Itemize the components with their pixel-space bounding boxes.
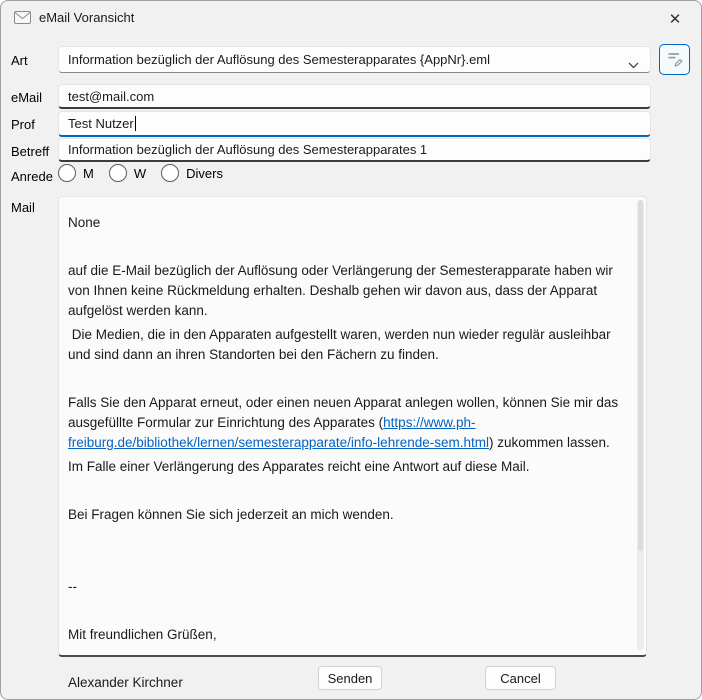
- art-dropdown[interactable]: [58, 46, 651, 73]
- mail-scrollbar[interactable]: [637, 200, 644, 650]
- window-title: eMail Voransicht: [39, 10, 135, 25]
- mail-scrollbar-thumb[interactable]: [638, 200, 643, 551]
- art-dropdown-value: Information bezüglich der Auflösung des Semesterapparates {AppNr}.eml: [68, 52, 491, 67]
- edit-note-icon: [665, 49, 684, 71]
- mail-line: Bei Fragen können Sie sich jederzeit an mich wenden.: [68, 507, 394, 522]
- radio-icon[interactable]: [58, 164, 76, 182]
- mail-line: --: [68, 579, 77, 594]
- mail-line: [68, 553, 626, 573]
- mail-label: Mail: [11, 200, 35, 215]
- betreff-field-value: Information bezüglich der Auflösung des Semesterapparates 1: [68, 142, 428, 157]
- mail-line: Alexander Kirchner: [68, 675, 183, 690]
- senden-button[interactable]: Senden: [318, 666, 382, 690]
- mail-line: Im Falle einer Verlängerung des Apparates reicht eine Antwort auf diese Mail.: [68, 459, 530, 474]
- titlebar: [1, 1, 701, 35]
- mail-line: Mit freundlichen Grüßen,: [68, 627, 217, 642]
- mail-icon: [14, 11, 31, 29]
- anrede-option-w[interactable]: [109, 164, 146, 182]
- email-label: eMail: [11, 90, 43, 105]
- radio-icon[interactable]: [109, 164, 127, 182]
- radio-icon[interactable]: [161, 164, 179, 182]
- mail-line: [68, 237, 626, 257]
- radio-label: W: [133, 165, 147, 181]
- art-label: Art: [11, 53, 28, 68]
- prof-field-value: Test Nutzer: [68, 116, 134, 131]
- anrede-option-m[interactable]: [58, 164, 94, 182]
- close-icon[interactable]: ✕: [659, 6, 691, 32]
- mail-line: None: [68, 215, 101, 230]
- text-caret: [135, 116, 136, 131]
- mail-line: [68, 529, 626, 549]
- betreff-label: Betreff: [11, 144, 50, 159]
- chevron-down-icon: [628, 57, 639, 72]
- anrede-label: Anrede: [11, 169, 53, 184]
- email-field[interactable]: [58, 84, 651, 109]
- email-field-value: test@mail.com: [68, 88, 155, 104]
- mail-line: Falls Sie den Apparat erneut, oder einen neuen Apparat anlegen wollen, können Sie mir das ausgefüllte Formular zur Einrichtung des Apparates (https://www.ph-freiburg.de/bibliothek/lernen/semesterapparate/info-lehrende-sem.html) zukommen lassen.: [68, 395, 622, 450]
- radio-label: Divers: [186, 165, 223, 181]
- betreff-field[interactable]: [58, 138, 651, 162]
- anrede-option-divers[interactable]: [161, 164, 223, 182]
- mail-link[interactable]: https://www.ph-freiburg.de/bibliothek/lernen/semesterapparate/info-lehrende-sem.html: [68, 415, 489, 450]
- edit-template-button[interactable]: [659, 44, 690, 75]
- prof-field[interactable]: [58, 111, 651, 137]
- mail-line: [68, 601, 626, 621]
- mail-line: [68, 481, 626, 501]
- mail-line: [68, 369, 626, 389]
- anrede-options: [58, 164, 238, 182]
- cancel-button[interactable]: Cancel: [485, 666, 556, 690]
- mail-line: auf die E-Mail bezüglich der Auflösung oder Verlängerung der Semesterapparate haben wir von Ihnen keine Rückmeldung erhalten. Deshalb gehen wir davon aus, dass der Apparat aufgelöst werden kann.: [68, 263, 617, 318]
- prof-label: Prof: [11, 117, 35, 132]
- mail-line: Die Medien, die in den Apparaten aufgestellt waren, werden nun wieder regulär ausleihbar und sind dann an ihren Standorten bei den Fächern zu finden.: [68, 327, 615, 362]
- radio-label: M: [83, 165, 94, 181]
